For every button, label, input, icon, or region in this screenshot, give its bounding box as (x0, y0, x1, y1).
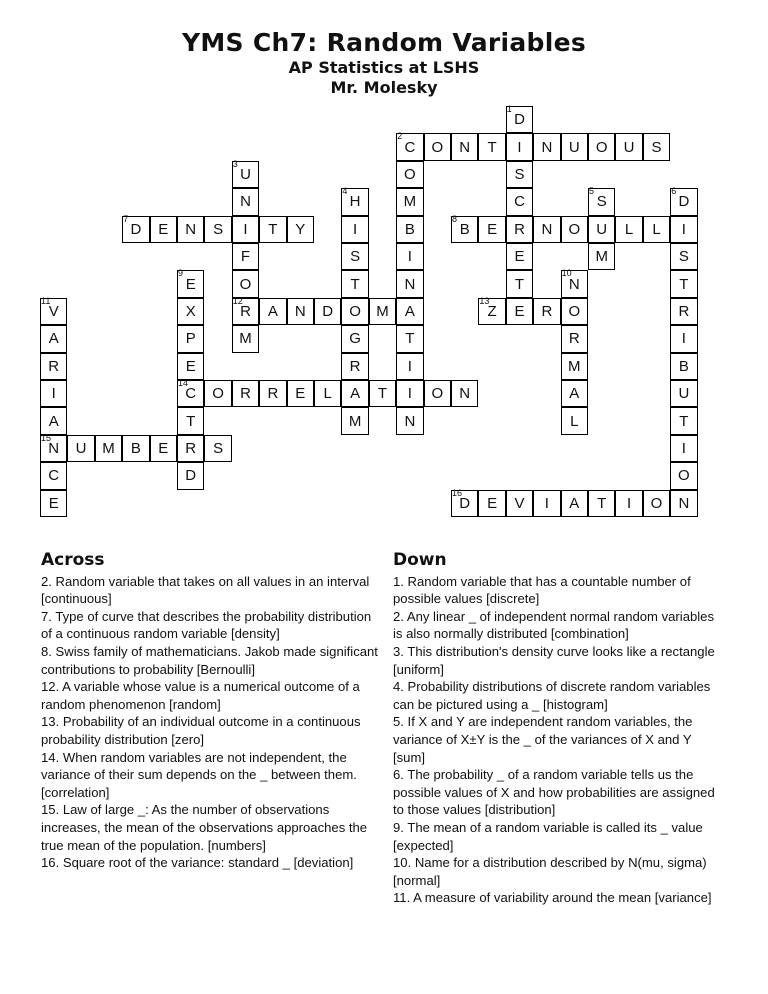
clue-number: 15 (41, 432, 52, 443)
clue-number: 5 (589, 186, 595, 197)
crossword-cell[interactable]: P (177, 325, 204, 352)
crossword-cell[interactable]: O (561, 216, 588, 243)
clue-number: 3 (232, 158, 238, 169)
crossword-cell[interactable]: D (314, 298, 341, 325)
crossword-cell[interactable]: T (177, 407, 204, 434)
crossword-cell[interactable]: I (396, 380, 423, 407)
crossword-cell[interactable]: E (506, 298, 533, 325)
clue-number: 13 (479, 295, 490, 306)
crossword-cell[interactable]: M (95, 435, 122, 462)
down-clue: 2. Any linear _ of independent normal random variables is also normally distributed [combination] (393, 608, 714, 642)
across-clue: 8. Swiss family of mathematicians. Jakob made significant contributions to probability [Bernoulli] (41, 643, 378, 677)
crossword-cell[interactable]: E (287, 380, 314, 407)
crossword-cell[interactable]: O (670, 462, 697, 489)
crossword-cell[interactable]: H (341, 188, 368, 215)
crossword-cell[interactable]: I (615, 490, 642, 517)
clue-number: 8 (452, 213, 458, 224)
crossword-cell[interactable]: I (341, 216, 368, 243)
crossword-cell[interactable]: T (670, 407, 697, 434)
crossword-cell[interactable]: T (506, 270, 533, 297)
crossword-cell[interactable]: B (670, 353, 697, 380)
crossword-cell[interactable]: C (506, 188, 533, 215)
crossword-cell[interactable]: A (561, 380, 588, 407)
crossword-cell[interactable]: O (643, 490, 670, 517)
crossword-cell[interactable]: G (341, 325, 368, 352)
crossword-cell[interactable]: I (40, 380, 67, 407)
crossword-cell[interactable]: L (643, 216, 670, 243)
crossword-cell[interactable]: R (533, 298, 560, 325)
crossword-cell[interactable]: T (478, 133, 505, 160)
crossword-cell[interactable]: R (232, 298, 259, 325)
crossword-cell[interactable]: R (561, 325, 588, 352)
crossword-cell[interactable]: O (561, 298, 588, 325)
clue-number: 1 (506, 104, 512, 114)
crossword-cell[interactable]: V (40, 298, 67, 325)
crossword-cell[interactable]: E (177, 270, 204, 297)
crossword-cell[interactable]: T (341, 270, 368, 297)
crossword-cell[interactable]: O (232, 270, 259, 297)
crossword-cell[interactable]: N (40, 435, 67, 462)
crossword-cell[interactable]: O (204, 380, 231, 407)
crossword-cell[interactable]: T (369, 380, 396, 407)
crossword-cell[interactable]: B (451, 216, 478, 243)
crossword-cell[interactable]: R (341, 353, 368, 380)
crossword-cell[interactable]: N (287, 298, 314, 325)
crossword-cell[interactable]: N (561, 270, 588, 297)
clue-number: 12 (232, 295, 243, 306)
crossword-cell[interactable]: B (396, 216, 423, 243)
down-clue: 6. The probability _ of a random variable tells us the possible values of X and how probabilities are assigned to those values [distribution] (393, 767, 715, 818)
crossword-cell[interactable]: R (232, 380, 259, 407)
crossword-cell[interactable]: N (451, 133, 478, 160)
crossword-cell[interactable]: A (341, 380, 368, 407)
crossword-cell[interactable]: S (204, 216, 231, 243)
down-clue: 10. Name for a distribution described by N(mu, sigma) [normal] (393, 855, 707, 888)
across-clue: 2. Random variable that takes on all values in an interval [continuous] (41, 573, 370, 607)
crossword-cell[interactable]: N (533, 216, 560, 243)
crossword-cell[interactable]: T (396, 325, 423, 352)
crossword-cell[interactable]: E (150, 216, 177, 243)
clue-number: 11 (41, 295, 51, 306)
crossword-cell[interactable]: E (506, 243, 533, 270)
crossword-cell[interactable]: C (177, 380, 204, 407)
crossword-cell[interactable]: D (122, 216, 149, 243)
crossword-cell[interactable]: B (122, 435, 149, 462)
crossword-cell[interactable]: N (533, 133, 560, 160)
down-clue: 11. A measure of variability around the mean [variance] (393, 890, 712, 906)
crossword-cell[interactable]: E (177, 353, 204, 380)
across-clue: 12. A variable whose value is a numerical outcome of a random phenomenon [random] (41, 679, 360, 712)
crossword-cell[interactable]: R (259, 380, 286, 407)
crossword-cell[interactable]: M (561, 353, 588, 380)
crossword-cell[interactable]: A (561, 490, 588, 517)
across-clue: 13. Probability of an individual outcome in a continuous probability distribution [zero] (41, 714, 361, 747)
crossword-cell[interactable]: M (369, 298, 396, 325)
crossword-cell[interactable]: Y (287, 216, 314, 243)
crossword-cell[interactable]: O (341, 298, 368, 325)
crossword-cell[interactable]: Z (478, 298, 505, 325)
crossword-cell[interactable]: I (506, 133, 533, 160)
crossword-cell[interactable]: A (396, 298, 423, 325)
clue-number: 6 (671, 186, 677, 197)
crossword-cell[interactable]: U (232, 161, 259, 188)
crossword-cell[interactable]: I (232, 216, 259, 243)
clue-number: 4 (342, 186, 348, 197)
crossword-cell[interactable]: N (670, 490, 697, 517)
crossword-cell[interactable]: E (150, 435, 177, 462)
crossword-cell[interactable]: N (451, 380, 478, 407)
crossword-cell[interactable]: O (424, 380, 451, 407)
crossword-cell[interactable]: I (670, 435, 697, 462)
crossword-cell[interactable]: E (478, 490, 505, 517)
crossword-cell[interactable]: I (396, 353, 423, 380)
clue-number: 14 (178, 378, 189, 388)
across-clue: 16. Square root of the variance: standard _ [deviation] (41, 855, 354, 871)
crossword-cell[interactable]: U (670, 380, 697, 407)
crossword-cell[interactable]: S (506, 161, 533, 188)
crossword-cell[interactable]: F (232, 243, 259, 270)
crossword-cell[interactable]: S (341, 243, 368, 270)
crossword-cell[interactable]: L (561, 407, 588, 434)
crossword-cell[interactable]: S (670, 243, 697, 270)
crossword-cell[interactable]: O (588, 133, 615, 160)
crossword-cell[interactable]: L (615, 216, 642, 243)
crossword-cell[interactable]: C (40, 462, 67, 489)
crossword-cell[interactable]: S (204, 435, 231, 462)
crossword-cell[interactable]: S (588, 188, 615, 215)
page-title: YMS Ch7: Random Variables (181, 28, 587, 57)
crossword-cell[interactable]: E (478, 216, 505, 243)
crossword-cell[interactable]: E (40, 490, 67, 517)
across-clue: 15. Law of large _: As the number of observations increases, the mean of the observations approaches the true mean of the population. [numbers] (41, 802, 368, 853)
crossword-cell[interactable]: T (670, 270, 697, 297)
crossword-cell[interactable]: D (670, 188, 697, 215)
crossword-cell[interactable]: R (40, 353, 67, 380)
crossword-cell[interactable]: M (341, 407, 368, 434)
down-clue: 1. Random variable that has a countable number of possible values [discrete] (393, 573, 691, 607)
crossword-cell[interactable]: I (670, 325, 697, 352)
crossword-cell[interactable]: O (396, 161, 423, 188)
down-clue: 3. This distribution's density curve looks like a rectangle [uniform] (393, 643, 715, 677)
down-clue: 4. Probability distributions of discrete random variables can be pictured using a _ [histogram] (393, 679, 711, 712)
crossword-cell[interactable]: X (177, 298, 204, 325)
crossword-cell[interactable]: I (533, 490, 560, 517)
crossword-cell[interactable]: U (561, 133, 588, 160)
crossword-cell[interactable]: U (588, 216, 615, 243)
crossword-cell[interactable]: U (67, 435, 94, 462)
down-clue: 5. If X and Y are independent random variables, the variance of X±Y is the _ of the variances of X and Y [sum] (393, 714, 693, 765)
page-subtitle: AP Statistics at LSHS (288, 58, 480, 77)
clue-number: 2 (397, 131, 403, 142)
crossword-cell[interactable]: N (232, 188, 259, 215)
down-heading: Down (393, 550, 447, 570)
across-heading: Across (41, 550, 105, 570)
crossword-cell[interactable]: M (588, 243, 615, 270)
crossword-cell[interactable]: N (396, 407, 423, 434)
crossword-cell[interactable]: D (506, 106, 533, 133)
crossword-cell[interactable]: R (177, 435, 204, 462)
across-clues (41, 552, 381, 872)
crossword-cell[interactable]: U (615, 133, 642, 160)
crossword-cell[interactable]: T (588, 490, 615, 517)
crossword-cell[interactable]: I (670, 216, 697, 243)
crossword-cell[interactable]: M (232, 325, 259, 352)
crossword-cell[interactable]: R (506, 216, 533, 243)
crossword-cell[interactable]: T (259, 216, 286, 243)
crossword-cell[interactable]: C (396, 133, 423, 160)
crossword-cell[interactable]: L (314, 380, 341, 407)
across-clue: 7. Type of curve that describes the probability distribution of a continuous random variable [density] (41, 608, 372, 642)
across-clue: 14. When random variables are not independent, the variance of their sum depends on the _ between them. [correlation] (41, 749, 357, 800)
crossword-cell[interactable]: M (396, 188, 423, 215)
crossword-cell[interactable]: A (40, 325, 67, 352)
crossword-cell[interactable]: V (506, 490, 533, 517)
crossword-cell[interactable]: A (259, 298, 286, 325)
crossword-cell[interactable]: I (396, 243, 423, 270)
crossword-cell[interactable]: R (670, 298, 697, 325)
clue-number: 10 (561, 268, 572, 279)
clue-number: 16 (452, 487, 463, 498)
clue-number: 9 (178, 268, 184, 279)
crossword-cell[interactable]: O (424, 133, 451, 160)
clue-number: 7 (123, 213, 129, 224)
crossword-cell[interactable]: N (396, 270, 423, 297)
crossword-cell[interactable]: N (177, 216, 204, 243)
crossword-cell[interactable]: A (40, 407, 67, 434)
crossword-cell[interactable]: D (451, 490, 478, 517)
crossword-cell[interactable]: D (177, 462, 204, 489)
crossword-cell[interactable]: S (643, 133, 670, 160)
down-clue: 9. The mean of a random variable is called its _ value [expected] (393, 819, 703, 853)
down-clues (393, 552, 723, 907)
author: Mr. Molesky (330, 78, 438, 97)
